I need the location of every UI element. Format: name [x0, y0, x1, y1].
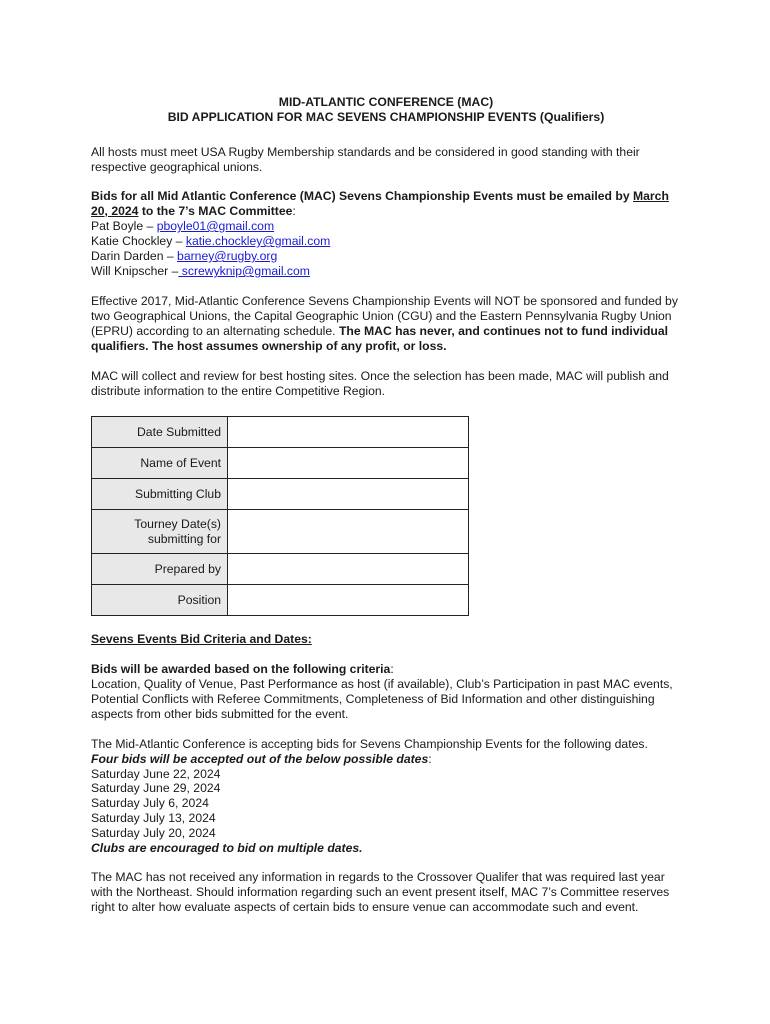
contact-name: Pat Boyle –	[91, 219, 157, 233]
dates-encourage: Clubs are encouraged to bid on multiple dates.	[91, 840, 363, 855]
position-field[interactable]	[228, 585, 469, 616]
submission-deadline	[91, 189, 681, 219]
field-label: Position	[92, 585, 228, 616]
contact-email-link[interactable]: barney@rugby.org	[177, 249, 278, 263]
title-line-2: BID APPLICATION FOR MAC SEVENS CHAMPIONSHIP EVENTS (Qualifiers)	[167, 110, 605, 124]
table-row	[92, 585, 469, 616]
deadline-colon: :	[292, 204, 296, 218]
contact-name: Darin Darden –	[91, 249, 178, 263]
contact-email-link[interactable]: screwyknip@gmail.com	[178, 264, 310, 278]
submission-block	[91, 189, 681, 279]
field-label: Submitting Club	[92, 479, 228, 510]
dates-block	[91, 737, 681, 855]
document-page	[91, 95, 681, 915]
document-title	[91, 95, 681, 125]
deadline-tail: to the 7’s MAC Committee	[138, 204, 293, 218]
contact-row	[91, 264, 681, 279]
accepted-colon: :	[428, 751, 432, 766]
submitting-club-field[interactable]	[228, 479, 469, 510]
effective-bold: The MAC has never, and continues not to fund individual qualifiers. The host assumes ownership of any profit, or loss.	[91, 324, 669, 353]
contact-row	[91, 249, 681, 264]
dates-intro: The Mid-Atlantic Conference is accepting bids for Sevens Championship Events for the following dates.	[91, 737, 648, 751]
date-item: Saturday June 29, 2024	[91, 781, 221, 796]
field-label: Tourney Date(s) submitting for	[92, 510, 228, 554]
title-line-1: MID-ATLANTIC CONFERENCE (MAC)	[278, 95, 494, 109]
date-item: Saturday July 6, 2024	[91, 796, 209, 811]
contact-row	[91, 234, 681, 249]
tourney-dates-field[interactable]	[228, 510, 469, 554]
crossover-paragraph: The MAC has not received any information in regards to the Crossover Qualifer that was required last year with the Northeast. Should information regarding such an event present itself, MAC 7’s Committee reserves right to alter how evaluate aspects of certain bids to ensure venue can accommodate such and event.	[91, 870, 670, 915]
date-item: Saturday July 20, 2024	[91, 825, 216, 840]
prepared-by-field[interactable]	[228, 554, 469, 585]
field-label: Date Submitted	[92, 417, 228, 448]
deadline-date: March 20, 2024	[91, 189, 669, 218]
effective-text: Effective 2017, Mid-Atlantic Conference Sevens Championship Events will NOT be sponsored and funded by two Geographical Unions, the Capital Geographic Union (CGU) and the Eastern Pennsylvania Rugby Union (EPRU) according to an alternating schedule.	[91, 294, 678, 338]
table-row	[92, 510, 469, 554]
field-label: Name of Event	[92, 448, 228, 479]
contact-name: Will Knipscher –	[91, 264, 179, 278]
dates-accepted	[91, 752, 681, 767]
date-item: Saturday June 22, 2024	[91, 766, 221, 781]
table-row	[92, 448, 469, 479]
bid-info-table	[91, 416, 469, 616]
award-label: Bids will be awarded based on the following criteria	[91, 662, 391, 676]
event-name-field[interactable]	[228, 448, 469, 479]
accepted-text: Four bids will be accepted out of the below possible dates	[91, 751, 429, 766]
contact-row	[91, 219, 681, 234]
date-submitted-field[interactable]	[228, 417, 469, 448]
criteria-heading: Sevens Events Bid Criteria and Dates:	[91, 632, 312, 646]
award-text: Location, Quality of Venue, Past Performance as host (if available), Club’s Participation in past MAC events, Potential Conflicts with Referee Commitments, Completeness of Bid Information and other distinguishing aspects from other bids submitted for the event.	[91, 677, 673, 721]
intro-paragraph: All hosts must meet USA Rugby Membership standards and be considered in good standing with their respective geographical unions.	[91, 145, 640, 174]
field-label: Prepared by	[92, 554, 228, 585]
review-paragraph: MAC will collect and review for best hosting sites. Once the selection has been made, MAC will publish and distribute information to the entire Competitive Region.	[91, 369, 669, 398]
date-item: Saturday July 13, 2024	[91, 810, 216, 825]
table-row	[92, 479, 469, 510]
contact-email-link[interactable]: katie.chockley@gmail.com	[185, 234, 331, 248]
award-colon: :	[390, 662, 394, 676]
deadline-lead: Bids for all Mid Atlantic Conference (MAC) Sevens Championship Events must be emailed by	[91, 189, 633, 203]
award-criteria	[91, 662, 681, 677]
effective-paragraph	[91, 294, 681, 354]
contact-name: Katie Chockley –	[91, 234, 186, 248]
table-row	[92, 554, 469, 585]
contact-email-link[interactable]: pboyle01@gmail.com	[156, 219, 275, 233]
table-row	[92, 417, 469, 448]
